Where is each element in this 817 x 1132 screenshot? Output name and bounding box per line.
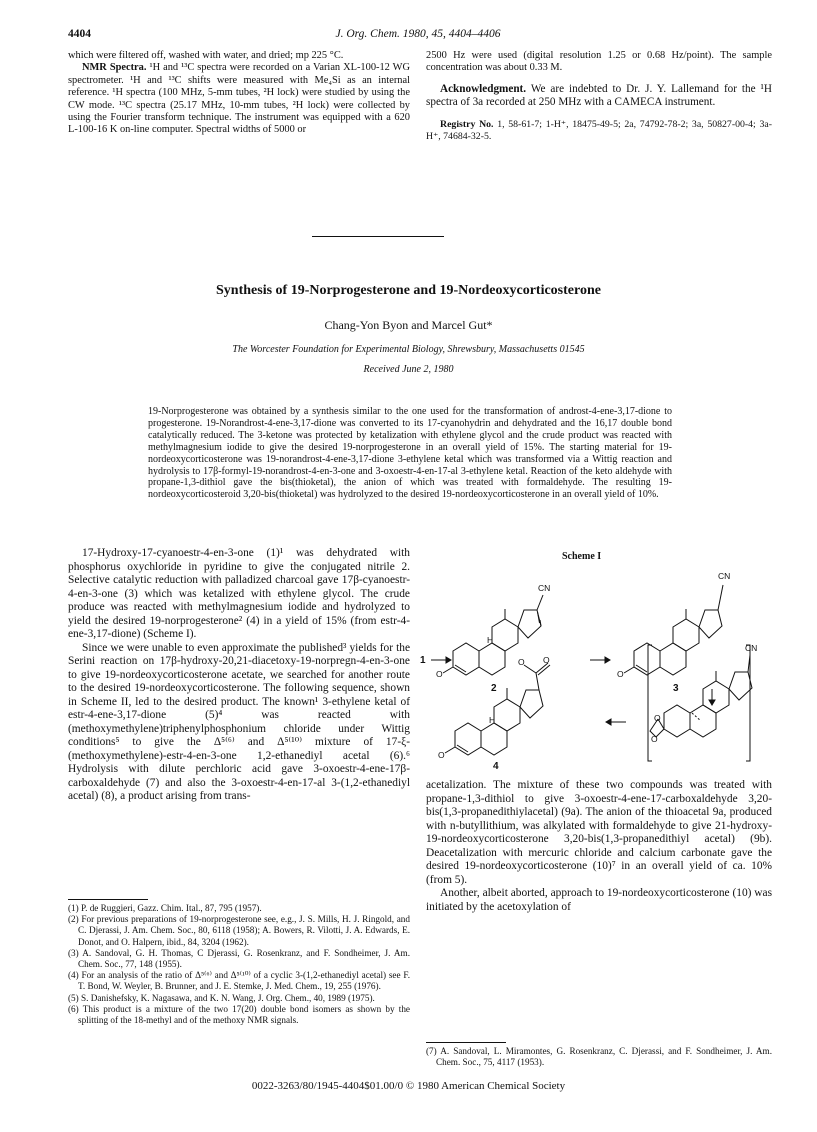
- oxygen-label: O: [543, 655, 550, 665]
- footnote: (3) A. Sandoval, G. H. Thomas, C Djerassi, G. Rosenkranz, and F. Sondheimer, J. Am. Chem. Soc., 77, 148 (1955).: [68, 947, 410, 970]
- running-header: [68, 28, 768, 48]
- body-paragraph-2: Since we were unable to even approximate the published³ yields for the Serini reaction on 17β-hydroxy-20,21-diacetoxy-19-norpregn-4-en-3-one to give 19-nordeoxycorticosterone acetate, we searched for another route to the desired 19-nordeoxycorticosterone. The following sequence, shown in Scheme II, led to the desired product. The known¹ 3-ethylene ketal of estr-4-ene-3,17-dione (5)⁴ was reacted with (methoxymethylene)triphenylphosphonium chloride under Wittig conditions⁵ to give the Δ⁵⁽⁶⁾ and Δ⁵⁽¹⁰⁾ mixture of 17-ξ-(methoxymethylene)-estr-4-en-3-one 1,2-ethanediyl acetal (6).⁶ Hydrolysis with dilute perchloric acid gave 3-oxoestr-4-ene-17β-carboxaldehyde (7) and also the 3-oxoestr-4-en-17-al 3-(1,2-ethanediyl acetal) (8), a product arising from trans-: [68, 641, 410, 802]
- article-affiliation: The Worcester Foundation for Experimental Biology, Shrewsbury, Massachusetts 01545: [232, 344, 585, 355]
- scheme-title: Scheme I: [562, 551, 602, 562]
- footnotes-left: [68, 903, 410, 1026]
- compound-label: 2: [491, 683, 497, 694]
- footnote-rule-right: [426, 1042, 506, 1043]
- footnote-rule-left: [68, 899, 148, 900]
- compound-4-structure: [445, 663, 550, 755]
- prev-article-right-column: [426, 50, 772, 143]
- compound-3-structure: [624, 585, 723, 675]
- compound-label: 3: [673, 683, 679, 694]
- article-authors: Chang-Yon Byon and Marcel Gut*: [324, 318, 493, 332]
- oxygen-label: O: [518, 657, 525, 667]
- body-left-column: [68, 547, 410, 804]
- journal-citation: J. Org. Chem. 1980, 45, 4404–4406: [335, 28, 501, 40]
- hydrogen-label: H: [489, 715, 496, 725]
- registry-text: 1, 58-61-7; 1-H⁺, 18475-49-5; 2a, 74792-78-2; 3a, 50827-00-4; 3a-H⁺, 74684-32-5.: [426, 118, 772, 142]
- acknowledgment-paragraph: [426, 83, 772, 110]
- footnote: (6) This product is a mixture of the two 17(20) double bond isomers as shown by the splitting of the 18-methyl and of the methoxy NMR signals.: [68, 1003, 410, 1026]
- oxygen-label: O: [438, 750, 445, 760]
- body-paragraph-3: acetalization. The mixture of these two compounds was treated with propane-1,3-dithiol to give 3-oxoestr-4-ene-17-carboxaldehyde 3,20-bis(1,3-propanedithiylacetal) (9a). The anion of the thioacetal 9a, produced with n-butyllithium, was alkylated with formaldehyde to give 21-hydroxy-19-nordeoxycorticosterone 3,20-bis(1,3-propanedithiyl acetal) (9b). Deacetalization with mercuric chloride and calcium carbonate gave the desired 19-nordeoxycorticosterone (10)⁷ in an overall yield of ca. 10% (from 5).: [426, 779, 772, 886]
- nmr-heading: NMR Spectra.: [82, 62, 147, 74]
- reaction-arrow: [606, 719, 626, 725]
- cyano-label: CN: [718, 571, 731, 581]
- footnote: (2) For previous preparations of 19-norprogesterone see, e.g., J. S. Mills, H. J. Ringold, and C. Djerassi, J. Am. Chem. Soc., 80, 6118 (1958); A. Bowers, R. Vilotti, J. A. Edwards, E. Donot, and O. Halpern, ibid., 84, 3204 (1962).: [68, 914, 410, 947]
- body-right-column: [426, 779, 772, 914]
- acknowledgment-text: We are indebted to Dr. J. Y. Lallemand for the ¹H spectra of 3a recorded at 250 MHz with a CAMECA instrument.: [426, 82, 772, 109]
- body-paragraph-1: 17-Hydroxy-17-cyanoestr-4-en-3-one (1)¹ was dehydrated with phosphorus oxychloride in pyridine to give the conjugated nitrile 2. Selective catalytic reduction with palladized charcoal gave 17β-cyanoestr-4-en-3-one (3) which was ketalized with ethylene glycol. The crude produce was reacted with methylmagnesium iodide and hydrolyzed to yield the desired 19-norprogesterone² (4) in a yield of 15% (from estr-4-ene-3,17-dione) (Scheme I).: [68, 547, 410, 640]
- ketal-intermediate-structure: [648, 645, 752, 761]
- page-footer: 0022-3263/80/1945-4404$01.00/0 © 1980 American Chemical Society: [251, 1080, 566, 1092]
- oxygen-label: O: [436, 669, 443, 679]
- footnote: (5) S. Danishefsky, K. Nagasawa, and K. N. Wang, J. Org. Chem., 40, 1989 (1975).: [68, 992, 375, 1003]
- oxygen-label: O: [617, 669, 624, 679]
- cyano-label: CN: [538, 583, 551, 593]
- article-abstract: 19-Norprogesterone was obtained by a synthesis similar to the one used for the transformation of androst-4-ene-3,17-dione to progesterone. 19-Norandrost-4-ene-3,17-dione was converted to its 17-cyanohydrin and dehydrated and the 16,17 double bond catalytically reduced. The 3-ketone was protected by ketalization with ethylene glycol and the crude product was reacted with methylmagnesium iodide to give the desired 19-norprogesterone in an overall yield of 15%. The starting material for 19-nordeoxycorticosterone was 19-norandrost-4-ene-3,17-dione 3-ethylene ketal which was transformed via a Wittig reaction and hydrolysis to 17β-formyl-19-norandrost-4-en-3-one and 3-oxoestr-4-en-17-al 3-ethylene ketal. Reaction of the keto aldehyde with propane-1,3-dithiol gave the bis(thioketal), the anion of which was treated with formaldehyde. The resulting 19-nordeoxycorticosteroid 3,20-bis(thioketal) was hydrolyzed to the desired 19-nordeoxycorticosterone in an overall yield of 10%.: [148, 406, 672, 501]
- compound-label: 1: [420, 655, 426, 666]
- article-title: Synthesis of 19-Norprogesterone and 19-Nordeoxycorticosterone: [216, 283, 601, 298]
- oxygen-label: O: [651, 734, 658, 744]
- reaction-arrow: [590, 657, 610, 663]
- nmr-paragraph: [68, 62, 410, 136]
- article-received-date: Received June 2, 1980: [363, 364, 454, 375]
- nmr-text: ¹H and ¹³C spectra were recorded on a Varian XL-100-12 WG spectrometer. ¹H and ¹³C shifts were measured with Me₄Si as an internal reference. ¹H spectra (100 MHz, 5-mm tubes, ²H lock) were studied by using the CW mode. ¹³C spectra (25.17 MHz, 10-mm tubes, ²H lock) were collected by using the Fourier transform technique. The instrument was equipped with a 620 L-100-16 K on-line computer. Spectral widths of 5000 or: [68, 62, 410, 136]
- article-divider: [312, 236, 444, 237]
- prev-article-text-right: 2500 Hz were used (digital resolution 1.25 or 0.68 Hz/point). The sample concentration was about 0.33 M.: [426, 50, 772, 74]
- footnote: (1) P. de Ruggieri, Gazz. Chim. Ital., 87, 795 (1957).: [68, 903, 262, 913]
- cyano-label: CN: [745, 643, 758, 653]
- registry-paragraph: [426, 119, 772, 143]
- reaction-arrow: [431, 657, 451, 663]
- page-number: 4404: [68, 28, 91, 40]
- body-paragraph-4: Another, albeit aborted, approach to 19-nordeoxycorticosterone (10) was initiated by the acetoxylation of: [426, 887, 772, 913]
- scheme-diagram: [418, 563, 778, 769]
- footnote: (7) A. Sandoval, L. Miramontes, G. Rosenkranz, C. Djerassi, and F. Sondheimer, J. Am. Chem. Soc., 75, 4117 (1953).: [426, 1046, 772, 1068]
- prev-article-left-column: [68, 50, 410, 137]
- prev-article-text: which were filtered off, washed with water, and dried; mp 225 °C.: [68, 50, 344, 61]
- compound-label: 4: [493, 761, 499, 769]
- oxygen-label: O: [654, 713, 661, 723]
- acknowledgment-heading: Acknowledgment.: [440, 82, 527, 95]
- footnotes-right: [426, 1046, 772, 1068]
- registry-heading: Registry No.: [440, 118, 494, 130]
- hydrogen-label: H: [487, 635, 494, 645]
- footnote: (4) For an analysis of the ratio of Δ⁵⁽⁶⁾ and Δ⁵⁽¹⁰⁾ of a cyclic 3-(1,2-ethanediyl acetal) see F. T. Bond, W. Weyler, B. Brunner, and J. E. Stemke, J. Med. Chem., 19, 255 (1976).: [68, 970, 410, 992]
- reaction-arrow: [709, 689, 715, 705]
